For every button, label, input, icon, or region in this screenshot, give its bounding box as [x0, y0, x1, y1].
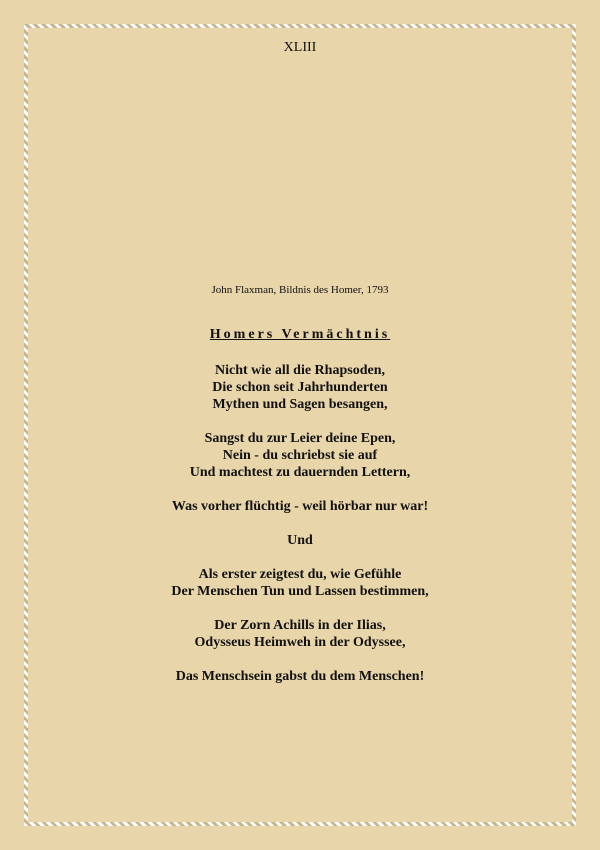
- stanza-5: [0, 566, 600, 600]
- stanza-3: [0, 498, 600, 515]
- poem-line: Der Menschen Tun und Lassen bestimmen,: [171, 584, 429, 599]
- stanza-7: [0, 668, 600, 685]
- stanza-1: [0, 362, 600, 413]
- poem-line: Und machtest zu dauernden Lettern,: [189, 465, 411, 480]
- poem: [0, 326, 600, 702]
- poem-line: Der Zorn Achills in der Ilias,: [214, 618, 386, 633]
- image-caption: John Flaxman, Bildnis des Homer, 1793: [211, 284, 389, 296]
- poem-title: Homers Vermächtnis: [209, 327, 391, 342]
- stanza-6: [0, 617, 600, 651]
- poem-line: Als erster zeigtest du, wie Gefühle: [198, 567, 402, 582]
- poem-line: Nicht wie all die Rhapsoden,: [215, 363, 385, 378]
- poem-line: Odysseus Heimweh in der Odyssee,: [194, 635, 406, 650]
- poem-line: Sangst du zur Leier deine Epen,: [204, 431, 396, 446]
- poem-line: Was vorher flüchtig - weil hörbar nur war!: [171, 499, 429, 514]
- page-number: XLIII: [283, 40, 317, 55]
- stanza-2: [0, 430, 600, 481]
- poem-line: Mythen und Sagen besangen,: [212, 397, 388, 412]
- poem-line: Die schon seit Jahrhunderten: [212, 380, 388, 395]
- poem-line: Und: [287, 533, 313, 548]
- poem-line: Nein - du schriebst sie auf: [222, 448, 378, 463]
- stanza-4: [0, 532, 600, 549]
- poem-line: Das Menschsein gabst du dem Menschen!: [175, 669, 425, 684]
